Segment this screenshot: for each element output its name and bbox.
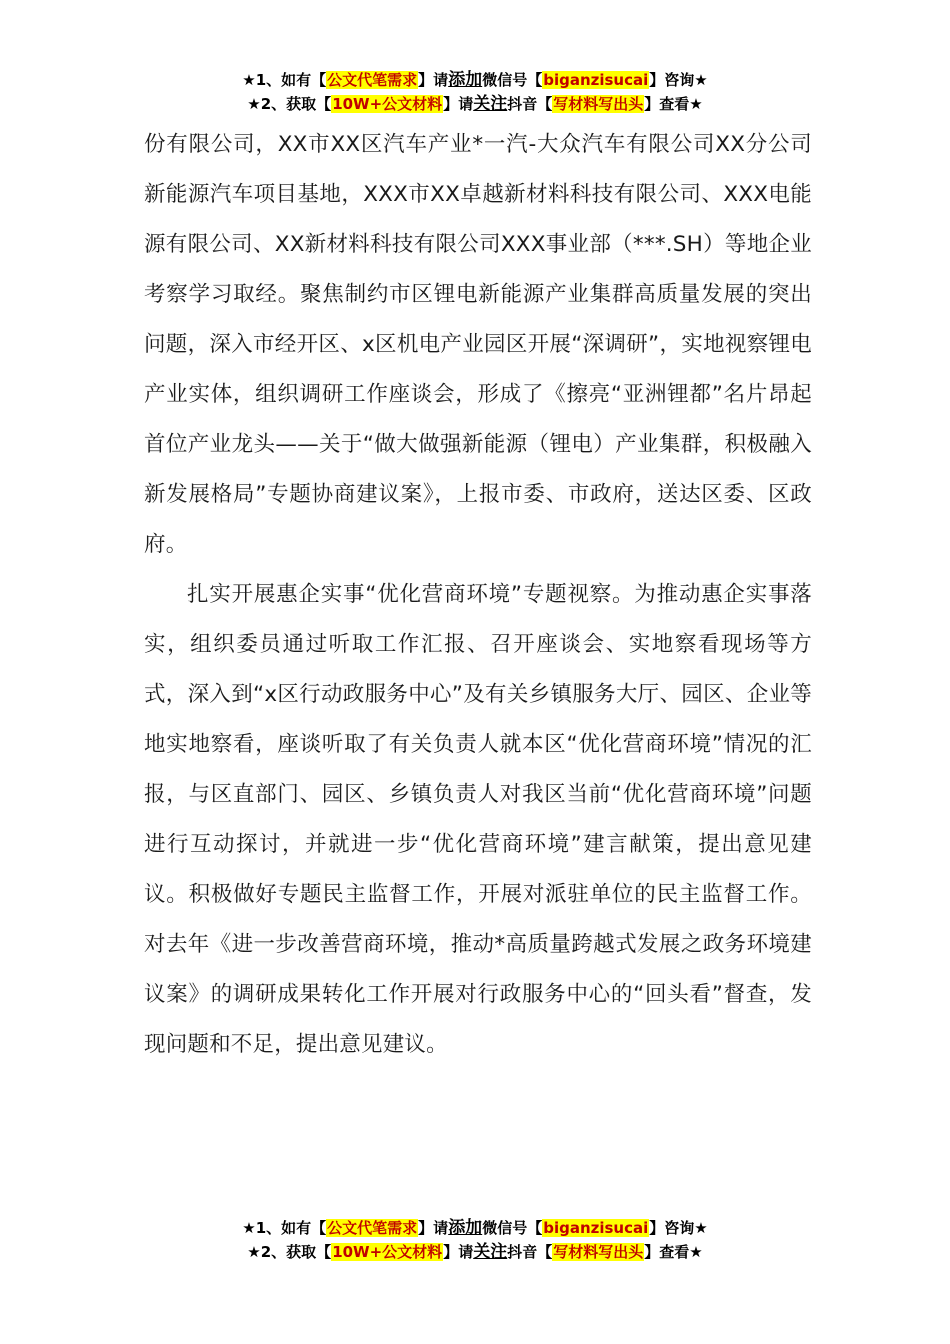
paragraph-2: 扎实开展惠企实事“优化营商环境”专题视察。为推动惠企实事落实，组织委员通过听取工作汇报、召开座谈会、实地察看现场等方式，深入到“x区行动政服务中心”及有关乡镇服务大厅、园区、企业等地实地察看，座谈听取了有关负责人就本区“优化营商环境”情况的汇报，与区直部门、园区、乡镇负责人对我区当前“优化营商环境”问题进行互动探讨，并就进一步“优化营商环境”建言献策，提出意见建议。积极做好专题民主监督工作，开展对派驻单位的民主监督工作。对去年《进一步改善营商环境，推动*高质量跨越式发展之政务环境建议案》的调研成果转化工作开展对行政服务中心的“回头看”督查，发现问题和不足，提出意见建议。 — [144, 582, 812, 1057]
highlight-douyin: 写材料写出头 — [553, 1243, 644, 1261]
highlight-douyin: 写材料写出头 — [553, 95, 644, 113]
header-banner — [0, 68, 950, 116]
highlight-materials: 10W+公文材料 — [332, 95, 443, 113]
footer-line-2: ★2、获取【10W+公文材料】请关注抖音【写材料写出头】查看★ — [247, 1242, 703, 1262]
highlight-wechat-id: biganzisucai — [543, 71, 649, 89]
footer-line-1: ★1、如有【公文代笔需求】请添加微信号【biganzisucai】咨询★ — [242, 1218, 708, 1238]
highlight-service: 公文代笔需求 — [327, 71, 418, 89]
highlight-materials: 10W+公文材料 — [332, 1243, 443, 1261]
header-line-1: ★1、如有【公文代笔需求】请添加微信号【biganzisucai】咨询★ — [242, 70, 708, 90]
highlight-wechat-id: biganzisucai — [543, 1219, 649, 1237]
header-line-2: ★2、获取【10W+公文材料】请关注抖音【写材料写出头】查看★ — [247, 94, 703, 114]
footer-banner — [0, 1216, 950, 1264]
highlight-service: 公文代笔需求 — [327, 1219, 418, 1237]
document-body — [144, 120, 812, 1070]
paragraph-1: 份有限公司，XX市XX区汽车产业*一汽-大众汽车有限公司XX分公司新能源汽车项目基地，XXX市XX卓越新材料科技有限公司、XXX电能源有限公司、XX新材料科技有限公司XXX事业部（***.SH）等地企业考察学习取经。聚焦制约市区锂电新能源产业集群高质量发展的突出问题，深入市经开区、x区机电产业园区开展“深调研”，实地视察锂电产业实体，组织调研工作座谈会，形成了《擦亮“亚洲锂都”名片昂起首位产业龙头——关于“做大做强新能源（锂电）产业集群，积极融入新发展格局”专题协商建议案》，上报市委、市政府，送达区委、区政府。 — [144, 132, 812, 557]
